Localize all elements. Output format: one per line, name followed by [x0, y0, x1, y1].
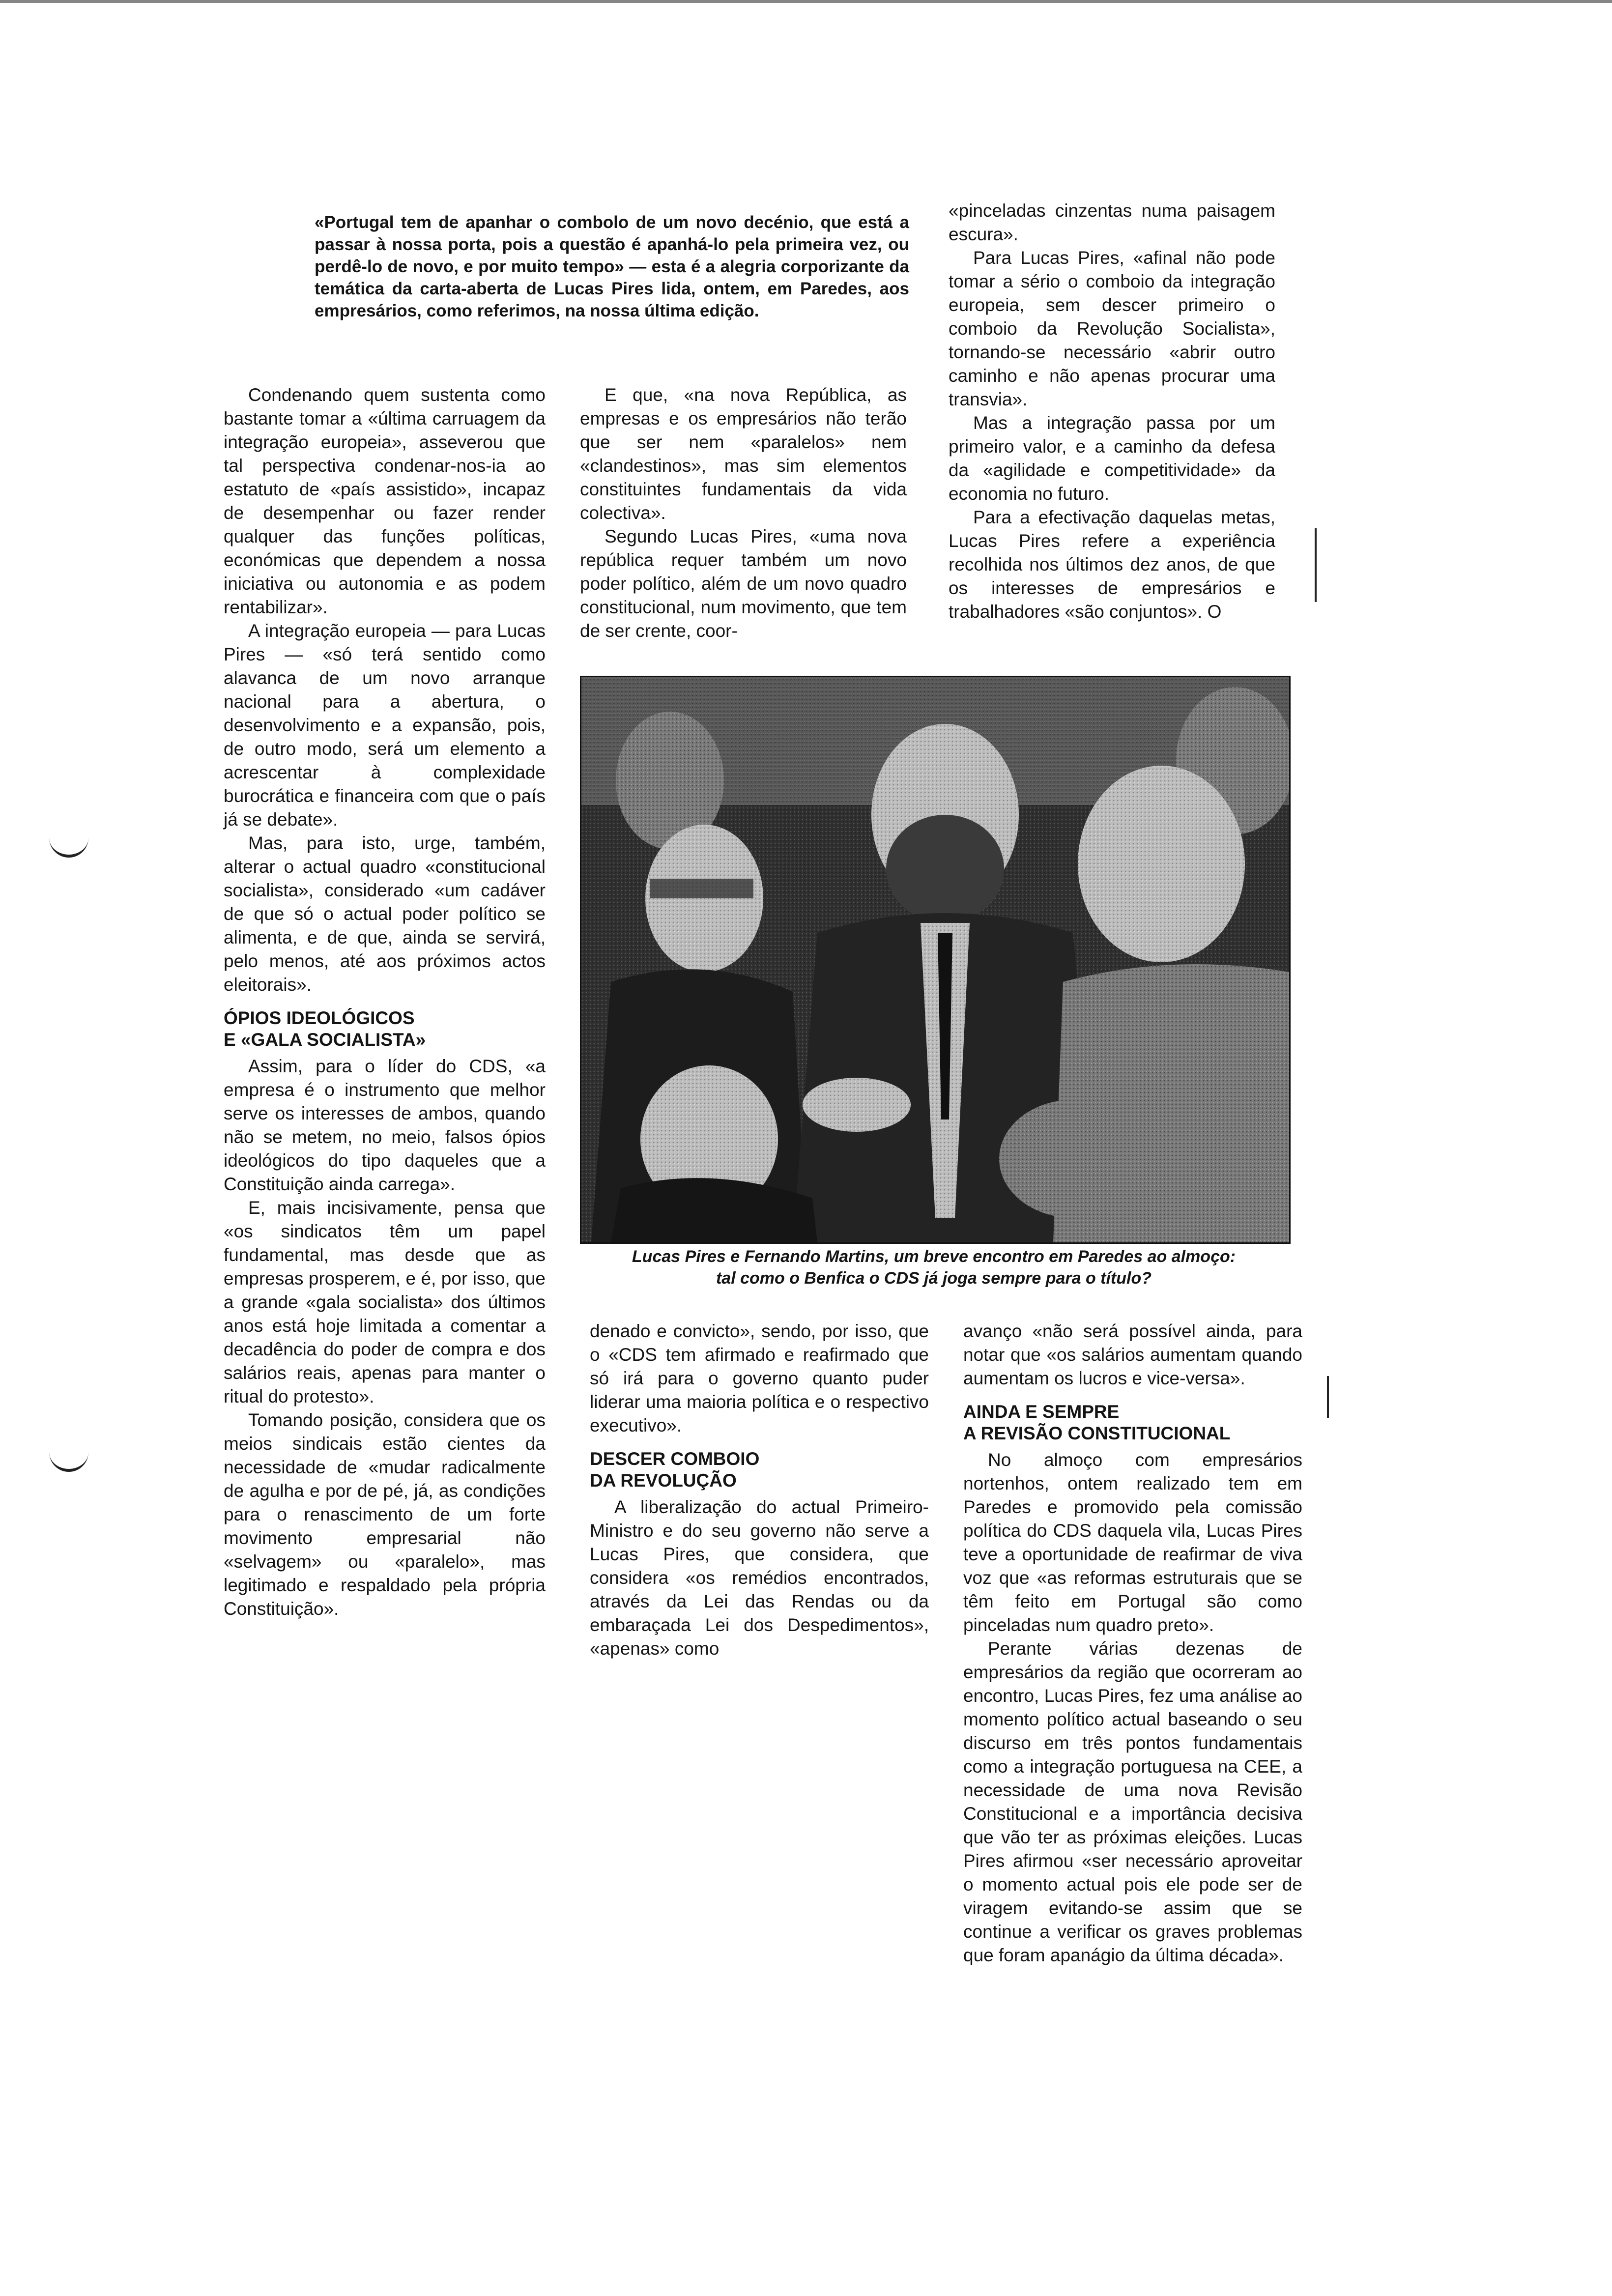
news-photo: [580, 676, 1291, 1244]
punch-hole-mark: [49, 1452, 88, 1472]
paragraph: Para Lucas Pires, «afinal não pode tomar a sério o comboio da integração europeia, sem descer primeiro o comboio da Revolução Socialista», tornando-se necessário «abrir outro caminho e não apenas procurar uma transvia».: [949, 248, 1275, 409]
margin-mark: [1327, 1376, 1329, 1418]
paragraph: Mas a integração passa por um primeiro valor, e a caminho da defesa da «agilidade e competitividade» da economia no futuro.: [949, 413, 1275, 504]
paragraph: A integração europeia — para Lucas Pires — «só terá sentido como alavanca de um novo arranque nacional para a abertura, o desenvolvimento e a expansão, pois, de outro modo, será um elemento a acrescentar à complexidade burocrática e financeira com que o país já se debate».: [224, 621, 546, 830]
top-rule: [0, 0, 1612, 3]
article-column-5: [963, 1320, 1302, 1967]
photo-caption: Lucas Pires e Fernando Martins, um breve encontro em Paredes ao almoço: tal como o Benfica o CDS já joga sempre para o título?: [632, 1247, 1236, 1288]
article-lead: «Portugal tem de apanhar o combolo de um novo decénio, que está a passar à nossa porta, pois a questão é apanhá-lo pela primeira vez, ou perdê-lo de novo, e por muito tempo» — esta é a alegria corporizante da temática da carta-aberta de Lucas Pires lida, ontem, em Paredes, aos empresários, como referimos, na nossa última edição.: [315, 213, 909, 320]
punch-hole-mark: [49, 838, 88, 858]
paragraph: Perante várias dezenas de empresários da região que ocorreram ao encontro, Lucas Pires, fez uma análise ao momento político actual baseando o seu discurso em três pontos fundamentais como a integração portuguesa na CEE, a necessidade de uma nova Revisão Constitucional e a importância decisiva que vão ter as próximas eleições. Lucas Pires afirmou «ser necessário aproveitar o momento actual pois ele pode ser de viragem evitando-se assim que se continue a verificar os graves problemas que foram apanágio da última década».: [963, 1638, 1302, 1965]
paragraph: A liberalização do actual Primeiro-Ministro e do seu governo não serve a Lucas Pires, que considera, que considera «os remédios encontrados, através da Lei das Rendas ou da embaraçada Lei dos Despedimentos», «apenas» como: [590, 1497, 929, 1659]
paragraph: No almoço com empresários nortenhos, ontem realizado tem em Paredes e promovido pela comissão política do CDS daquela vila, Lucas Pires teve a oportunidade de reafirmar de viva voz que «as reformas estruturais que se têm feito em Portugal são como pinceladas num quadro preto».: [963, 1450, 1302, 1635]
paragraph: Segundo Lucas Pires, «uma nova república requer também um novo poder político, além de um novo quadro constitucional, num movimento, que tem de ser crente, coor-: [580, 526, 907, 641]
paragraph: «pinceladas cinzentas numa paisagem escura».: [949, 201, 1275, 244]
paragraph: Mas, para isto, urge, também, alterar o actual quadro «constitucional socialista», considerado «um cadáver de que só o actual poder político se alimenta, e de que, ainda se servirá, pelo menos, até aos próximos actos eleitorais».: [224, 833, 546, 995]
paragraph: E, mais incisivamente, pensa que «os sindicatos têm um papel fundamental, mas desde que as empresas prosperem, e é, por isso, que a grande «gala socialista» dos últimos anos está hoje limitada a comentar a decadência do poder de compra e dos salários reais, apenas para manter o ritual do protesto».: [224, 1198, 546, 1406]
paragraph: Tomando posição, considera que os meios sindicais estão cientes da necessidade de «mudar radicalmente de agulha e por de pé, já, as condições para o renascimento de um forte movimento empresarial não «selvagem» ou «paralelo», mas legitimado e respaldado pela própria Constituição».: [224, 1410, 546, 1619]
subheading: DESCER COMBOIO DA REVOLUÇÃO: [590, 1449, 760, 1491]
article-column-3: [949, 199, 1275, 624]
article-column-4: [590, 1320, 929, 1661]
article-column-1: [224, 383, 546, 1621]
photo-illustration: [581, 677, 1289, 1242]
margin-mark: [1315, 528, 1317, 602]
paragraph: avanço «não será possível ainda, para notar que «os salários aumentam quando aumentam os lucros e vice-versa».: [963, 1321, 1302, 1388]
subheading: AINDA E SEMPRE A REVISÃO CONSTITUCIONAL: [963, 1402, 1231, 1443]
paragraph: E que, «na nova República, as empresas e os empresários não terão que ser nem «paralelos» nem «clandestinos», mas sim elementos constituintes fundamentais da vida colectiva».: [580, 385, 907, 523]
paragraph: Assim, para o líder do CDS, «a empresa é o instrumento que melhor serve os interesses de ambos, quando não se metem, no meio, falsos ópios ideológicos do tipo daqueles que a Constituição ainda carrega».: [224, 1056, 546, 1194]
paragraph: Condenando quem sustenta como bastante tomar a «última carruagem da integração europeia», asseverou que tal perspectiva condenar-nos-ia ao estatuto de «país assistido», incapaz de desempenhar ou fazer render qualquer das funções políticas, económicas que dependem a nossa iniciativa ou autonomia e as podem rentabilizar».: [224, 385, 546, 617]
subheading: ÓPIOS IDEOLÓGICOS E «GALA SOCIALISTA»: [224, 1008, 426, 1050]
article-column-2: [580, 383, 907, 643]
paragraph: Para a efectivação daquelas metas, Lucas Pires refere a experiência recolhida nos últimos dez anos, de que os interesses de empresários e trabalhadores «são conjuntos». O: [949, 507, 1275, 622]
paragraph: denado e convicto», sendo, por isso, que o «CDS tem afirmado e reafirmado que só irá para o governo quanto puder liderar uma maioria política e o respectivo executivo».: [590, 1321, 929, 1435]
